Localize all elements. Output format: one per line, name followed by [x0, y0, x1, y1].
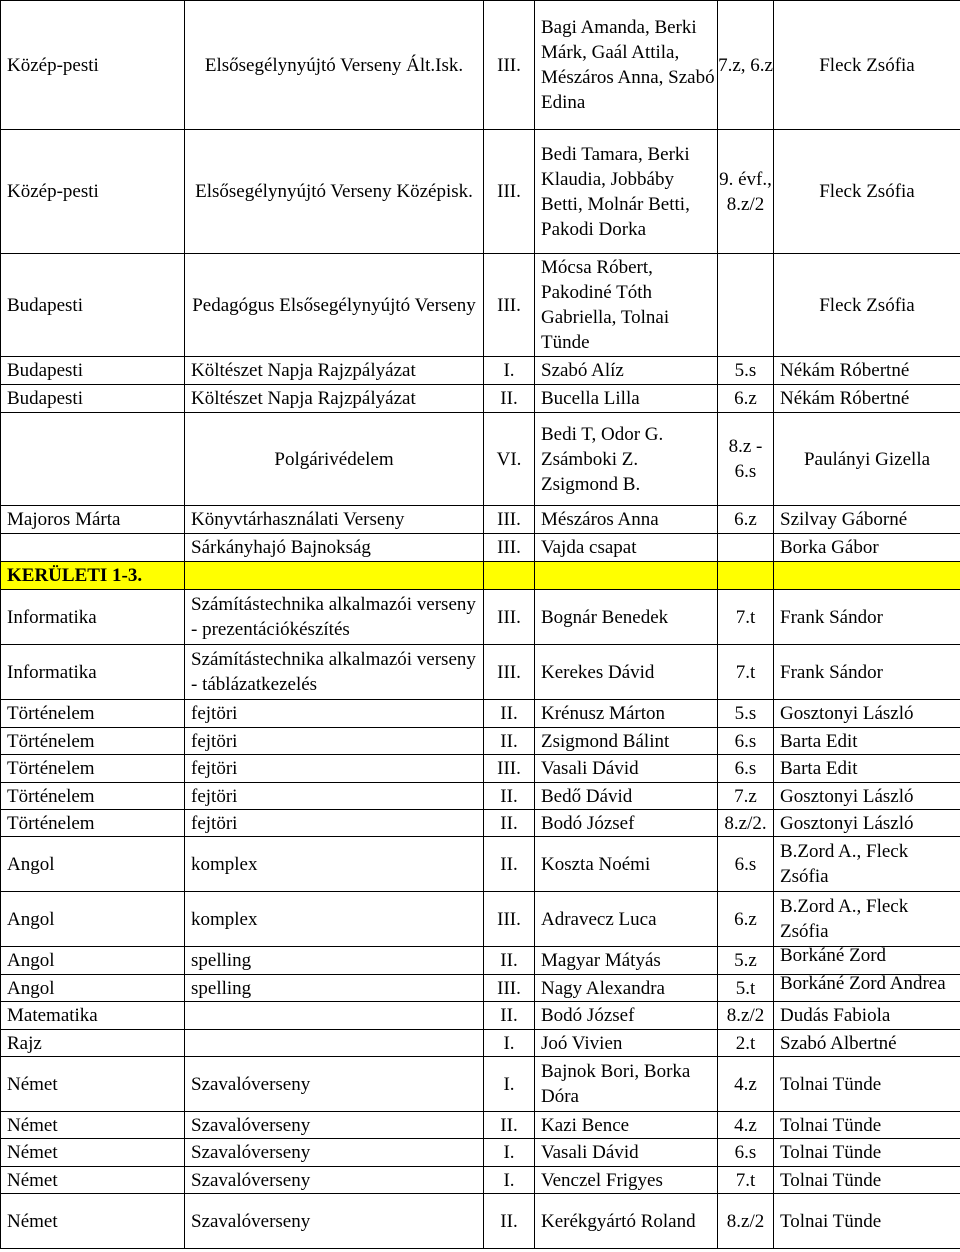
table-row [1, 700, 960, 728]
cell-students: Vasali Dávid [535, 755, 718, 783]
cell-class [718, 562, 774, 590]
cell-teacher: B.Zord A., Fleck Zsófia [774, 837, 960, 892]
table-row [1, 1139, 960, 1167]
table-row [1, 837, 960, 892]
cell-class: 7.z, 6.z [718, 1, 774, 130]
cell-competition: Sárkányhajó Bajnokság [185, 534, 484, 562]
cell-students: Bognár Benedek [535, 590, 718, 645]
cell-region-subject: Német [1, 1139, 185, 1167]
cell-region-subject: KERÜLETI 1-3. [1, 562, 185, 590]
cell-region-subject: Budapesti [1, 357, 185, 385]
cell-class [718, 254, 774, 357]
cell-students: Bajnok Bori, Borka Dóra [535, 1057, 718, 1112]
cell-class: 6.s [718, 837, 774, 892]
cell-students: Szabó Alíz [535, 357, 718, 385]
cell-place: I. [484, 357, 535, 385]
cell-class: 5.z [718, 947, 774, 975]
cell-place: III. [484, 534, 535, 562]
cell-region-subject: Történelem [1, 755, 185, 783]
cell-class: 9. évf., 8.z/2 [718, 130, 774, 254]
cell-place: I. [484, 1057, 535, 1112]
table-row [1, 254, 960, 357]
cell-students: Mészáros Anna [535, 506, 718, 534]
cell-students: Bedő Dávid [535, 783, 718, 810]
cell-place: I. [484, 1167, 535, 1194]
table-row [1, 1030, 960, 1057]
cell-class: 4.z [718, 1057, 774, 1112]
table-row [1, 975, 960, 1002]
cell-place: II. [484, 728, 535, 755]
cell-students: Bedi T, Odor G. Zsámboki Z. Zsigmond B. [535, 413, 718, 506]
cell-students [535, 562, 718, 590]
cell-teacher: Frank Sándor [774, 590, 960, 645]
cell-competition: Szavalóverseny [185, 1112, 484, 1139]
cell-students: Venczel Frigyes [535, 1167, 718, 1194]
cell-students: Bagi Amanda, Berki Márk, Gaál Attila, Mészáros Anna, Szabó Edina [535, 1, 718, 130]
cell-class: 6.z [718, 892, 774, 947]
cell-region-subject: Történelem [1, 810, 185, 837]
cell-competition: Szavalóverseny [185, 1167, 484, 1194]
cell-competition: Pedagógus Elsősegélynyújtó Verseny [185, 254, 484, 357]
cell-competition: Számítástechnika alkalmazói verseny - prezentációkészítés [185, 590, 484, 645]
cell-students: Mócsa Róbert, Pakodiné Tóth Gabriella, Tolnai Tünde [535, 254, 718, 357]
cell-class: 8.z/2. [718, 810, 774, 837]
table-row [1, 892, 960, 947]
cell-teacher: Tolnai Tünde [774, 1112, 960, 1139]
cell-place: II. [484, 1112, 535, 1139]
cell-class: 6.s [718, 1139, 774, 1167]
cell-teacher: Gosztonyi László [774, 783, 960, 810]
cell-teacher [774, 562, 960, 590]
cell-region-subject [1, 413, 185, 506]
cell-competition: fejtöri [185, 700, 484, 728]
cell-students: Kazi Bence [535, 1112, 718, 1139]
cell-region-subject: Német [1, 1194, 185, 1249]
cell-competition [185, 562, 484, 590]
cell-region-subject: Informatika [1, 645, 185, 700]
cell-competition: Szavalóverseny [185, 1194, 484, 1249]
cell-region-subject: Német [1, 1057, 185, 1112]
cell-students: Vajda csapat [535, 534, 718, 562]
cell-teacher: Tolnai Tünde [774, 1194, 960, 1249]
cell-place: II. [484, 700, 535, 728]
cell-place: II. [484, 783, 535, 810]
cell-teacher: Barta Edit [774, 728, 960, 755]
table-row [1, 1112, 960, 1139]
cell-teacher: Szabó Albertné [774, 1030, 960, 1057]
cell-class: 5.s [718, 700, 774, 728]
cell-region-subject: Angol [1, 947, 185, 975]
cell-competition: spelling [185, 975, 484, 1002]
cell-class: 5.s [718, 357, 774, 385]
cell-place: III. [484, 590, 535, 645]
cell-competition: Költészet Napja Rajzpályázat [185, 385, 484, 413]
cell-students: Nagy Alexandra [535, 975, 718, 1002]
cell-class: 2.t [718, 1030, 774, 1057]
table-row [1, 1057, 960, 1112]
cell-competition: fejtöri [185, 728, 484, 755]
section-header-row [1, 562, 960, 590]
table-row [1, 755, 960, 783]
cell-region-subject: Történelem [1, 728, 185, 755]
cell-place: III. [484, 254, 535, 357]
cell-region-subject [1, 534, 185, 562]
table-row [1, 1167, 960, 1194]
table-row [1, 506, 960, 534]
cell-place: III. [484, 755, 535, 783]
table-row [1, 413, 960, 506]
cell-students: Bucella Lilla [535, 385, 718, 413]
cell-teacher: Barta Edit [774, 755, 960, 783]
cell-competition: komplex [185, 892, 484, 947]
cell-region-subject: Budapesti [1, 385, 185, 413]
cell-teacher: Dudás Fabiola [774, 1002, 960, 1030]
cell-competition: Költészet Napja Rajzpályázat [185, 357, 484, 385]
cell-place: II. [484, 385, 535, 413]
cell-region-subject: Budapesti [1, 254, 185, 357]
cell-region-subject: Közép-pesti [1, 130, 185, 254]
cell-class: 5.t [718, 975, 774, 1002]
cell-teacher: Tolnai Tünde [774, 1139, 960, 1167]
cell-teacher: Nékám Róbertné [774, 357, 960, 385]
cell-place: III. [484, 892, 535, 947]
cell-teacher: Fleck Zsófia [774, 130, 960, 254]
table-row [1, 130, 960, 254]
cell-competition: fejtöri [185, 810, 484, 837]
cell-teacher: Fleck Zsófia [774, 1, 960, 130]
cell-students: Zsigmond Bálint [535, 728, 718, 755]
cell-region-subject: Német [1, 1112, 185, 1139]
table-row [1, 947, 960, 975]
cell-region-subject: Angol [1, 975, 185, 1002]
cell-students: Adravecz Luca [535, 892, 718, 947]
cell-teacher: Tolnai Tünde [774, 1167, 960, 1194]
cell-competition [185, 1030, 484, 1057]
cell-students: Magyar Mátyás [535, 947, 718, 975]
cell-place: II. [484, 947, 535, 975]
table-row [1, 385, 960, 413]
cell-students: Kerekes Dávid [535, 645, 718, 700]
cell-competition: Elsősegélynyújtó Verseny Középisk. [185, 130, 484, 254]
cell-class: 7.z [718, 783, 774, 810]
cell-region-subject: Angol [1, 837, 185, 892]
cell-students: Bedi Tamara, Berki Klaudia, Jobbáby Betti, Molnár Betti, Pakodi Dorka [535, 130, 718, 254]
cell-competition: Elsősegélynyújtó Verseny Ált.Isk. [185, 1, 484, 130]
cell-region-subject: Matematika [1, 1002, 185, 1030]
cell-class: 4.z [718, 1112, 774, 1139]
cell-region-subject: Közép-pesti [1, 1, 185, 130]
cell-region-subject: Történelem [1, 700, 185, 728]
cell-place: I. [484, 1139, 535, 1167]
cell-place: II. [484, 837, 535, 892]
cell-students: Vasali Dávid [535, 1139, 718, 1167]
cell-students: Koszta Noémi [535, 837, 718, 892]
cell-place: III. [484, 645, 535, 700]
table-row [1, 1, 960, 130]
cell-teacher: Borkáné Zord Andrea [774, 975, 960, 1002]
cell-teacher: Borka Gábor [774, 534, 960, 562]
table-row [1, 728, 960, 755]
cell-class: 8.z/2 [718, 1194, 774, 1249]
cell-teacher: Nékám Róbertné [774, 385, 960, 413]
cell-teacher: B.Zord A., Fleck Zsófia [774, 892, 960, 947]
cell-teacher: Fleck Zsófia [774, 254, 960, 357]
cell-teacher: Tolnai Tünde [774, 1057, 960, 1112]
cell-competition [185, 1002, 484, 1030]
cell-region-subject: Angol [1, 892, 185, 947]
table-row [1, 1002, 960, 1030]
cell-teacher: Gosztonyi László [774, 810, 960, 837]
cell-teacher: Szilvay Gáborné [774, 506, 960, 534]
table-row [1, 590, 960, 645]
cell-teacher: Frank Sándor [774, 645, 960, 700]
cell-region-subject: Történelem [1, 783, 185, 810]
cell-class: 7.t [718, 590, 774, 645]
cell-place: II. [484, 1002, 535, 1030]
cell-teacher: Gosztonyi László [774, 700, 960, 728]
cell-place: III. [484, 130, 535, 254]
cell-place: III. [484, 1, 535, 130]
cell-students: Joó Vivien [535, 1030, 718, 1057]
cell-students: Bodó József [535, 810, 718, 837]
cell-region-subject: Rajz [1, 1030, 185, 1057]
cell-competition: fejtöri [185, 755, 484, 783]
cell-class: 7.t [718, 645, 774, 700]
table-row [1, 783, 960, 810]
cell-class: 8.z - 6.s [718, 413, 774, 506]
cell-students: Krénusz Márton [535, 700, 718, 728]
cell-class: 6.z [718, 506, 774, 534]
cell-class: 6.s [718, 755, 774, 783]
cell-class: 8.z/2 [718, 1002, 774, 1030]
cell-place: VI. [484, 413, 535, 506]
cell-competition: Számítástechnika alkalmazói verseny - táblázatkezelés [185, 645, 484, 700]
cell-competition: Szavalóverseny [185, 1139, 484, 1167]
cell-competition: Szavalóverseny [185, 1057, 484, 1112]
cell-place [484, 562, 535, 590]
cell-competition: komplex [185, 837, 484, 892]
cell-place: III. [484, 975, 535, 1002]
cell-place: II. [484, 810, 535, 837]
table-row [1, 357, 960, 385]
cell-class: 7.t [718, 1167, 774, 1194]
cell-teacher: Paulányi Gizella [774, 413, 960, 506]
cell-competition: Polgárivédelem [185, 413, 484, 506]
cell-class [718, 534, 774, 562]
cell-competition: Könyvtárhasználati Verseny [185, 506, 484, 534]
cell-class: 6.s [718, 728, 774, 755]
cell-place: II. [484, 1194, 535, 1249]
table-row [1, 810, 960, 837]
cell-students: Kerékgyártó Roland [535, 1194, 718, 1249]
cell-teacher: Borkáné Zord [774, 947, 960, 975]
cell-region-subject: Német [1, 1167, 185, 1194]
cell-students: Bodó József [535, 1002, 718, 1030]
cell-region-subject: Informatika [1, 590, 185, 645]
table-row [1, 1194, 960, 1249]
cell-class: 6.z [718, 385, 774, 413]
cell-competition: spelling [185, 947, 484, 975]
table-row [1, 534, 960, 562]
cell-place: III. [484, 506, 535, 534]
cell-region-subject: Majoros Márta [1, 506, 185, 534]
table-row [1, 645, 960, 700]
cell-competition: fejtöri [185, 783, 484, 810]
cell-place: I. [484, 1030, 535, 1057]
